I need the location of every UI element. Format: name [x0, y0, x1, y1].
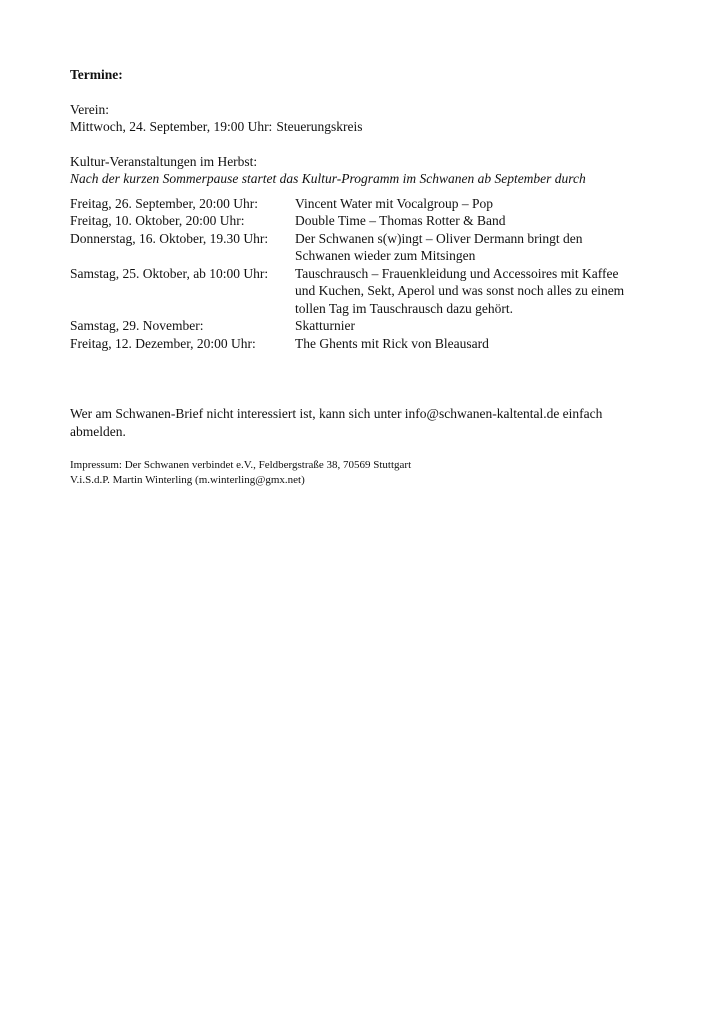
event-description-line: Vincent Water mit Vocalgroup – Pop — [295, 195, 493, 211]
event-description — [295, 265, 655, 318]
termine-heading: Termine: — [70, 67, 123, 82]
event-date: Samstag, 29. November: — [70, 318, 204, 333]
event-description-line: Schwanen wieder zum Mitsingen — [295, 248, 476, 263]
event-date: Samstag, 25. Oktober, ab 10:00 Uhr: — [70, 265, 269, 281]
event-date: Freitag, 26. September, 20:00 Uhr: — [70, 195, 259, 211]
spacer — [70, 84, 670, 101]
impressum-contact-line: V.i.S.d.P. Martin Winterling (m.winterling@gmx.net) — [70, 474, 305, 486]
event-row — [70, 265, 670, 318]
termine-section — [70, 66, 670, 352]
unsubscribe-line: Wer am Schwanen-Brief nicht interessiert ist, kann sich unter info@schwanen-kaltental.de einfach — [70, 406, 603, 421]
event-row — [70, 335, 670, 353]
verein-event-date: Mittwoch, 24. September, 19:00 Uhr: — [70, 119, 273, 134]
event-description-line: Tauschrausch – Frauenkleidung und Accessoires mit Kaffee — [295, 265, 619, 281]
event-description-line: und Kuchen, Sekt, Aperol und was sonst noch alles zu einem — [295, 283, 625, 298]
event-description-line: The Ghents mit Rick von Bleausard — [295, 335, 489, 351]
impressum — [70, 458, 670, 488]
event-row — [70, 230, 670, 265]
kultur-events-list — [70, 195, 670, 353]
event-description-line: tollen Tag im Tauschrausch dazu gehört. — [295, 300, 514, 316]
event-row — [70, 195, 670, 213]
impressum-line: Impressum: Der Schwanen verbindet e.V., Feldbergstraße 38, 70569 Stuttgart — [70, 459, 412, 471]
verein-event-description: Steuerungskreis — [276, 119, 363, 134]
spacer — [70, 136, 670, 153]
unsubscribe-notice — [70, 405, 680, 441]
event-date: Freitag, 12. Dezember, 20:00 Uhr: — [70, 335, 256, 351]
kultur-label: Kultur-Veranstaltungen im Herbst: — [70, 153, 258, 169]
verein-label: Verein: — [70, 101, 109, 117]
event-date: Freitag, 10. Oktober, 20:00 Uhr: — [70, 213, 245, 228]
event-row — [70, 212, 670, 230]
event-row — [70, 317, 670, 335]
event-description — [295, 212, 655, 230]
unsubscribe-line: abmelden. — [70, 424, 126, 439]
event-description — [295, 195, 655, 213]
event-date: Donnerstag, 16. Oktober, 19.30 Uhr: — [70, 230, 269, 246]
event-description — [295, 230, 655, 265]
event-description — [295, 317, 655, 335]
verein-event-row — [70, 118, 670, 136]
event-description-line: Der Schwanen s(w)ingt – Oliver Dermann bringt den — [295, 230, 583, 246]
kultur-intro: Nach der kurzen Sommerpause startet das Kultur-Programm im Schwanen ab September durch — [70, 171, 586, 186]
event-description-line: Skatturnier — [295, 318, 355, 333]
event-description-line: Double Time – Thomas Rotter & Band — [295, 213, 506, 228]
event-description — [295, 335, 655, 353]
spacer — [70, 188, 670, 195]
